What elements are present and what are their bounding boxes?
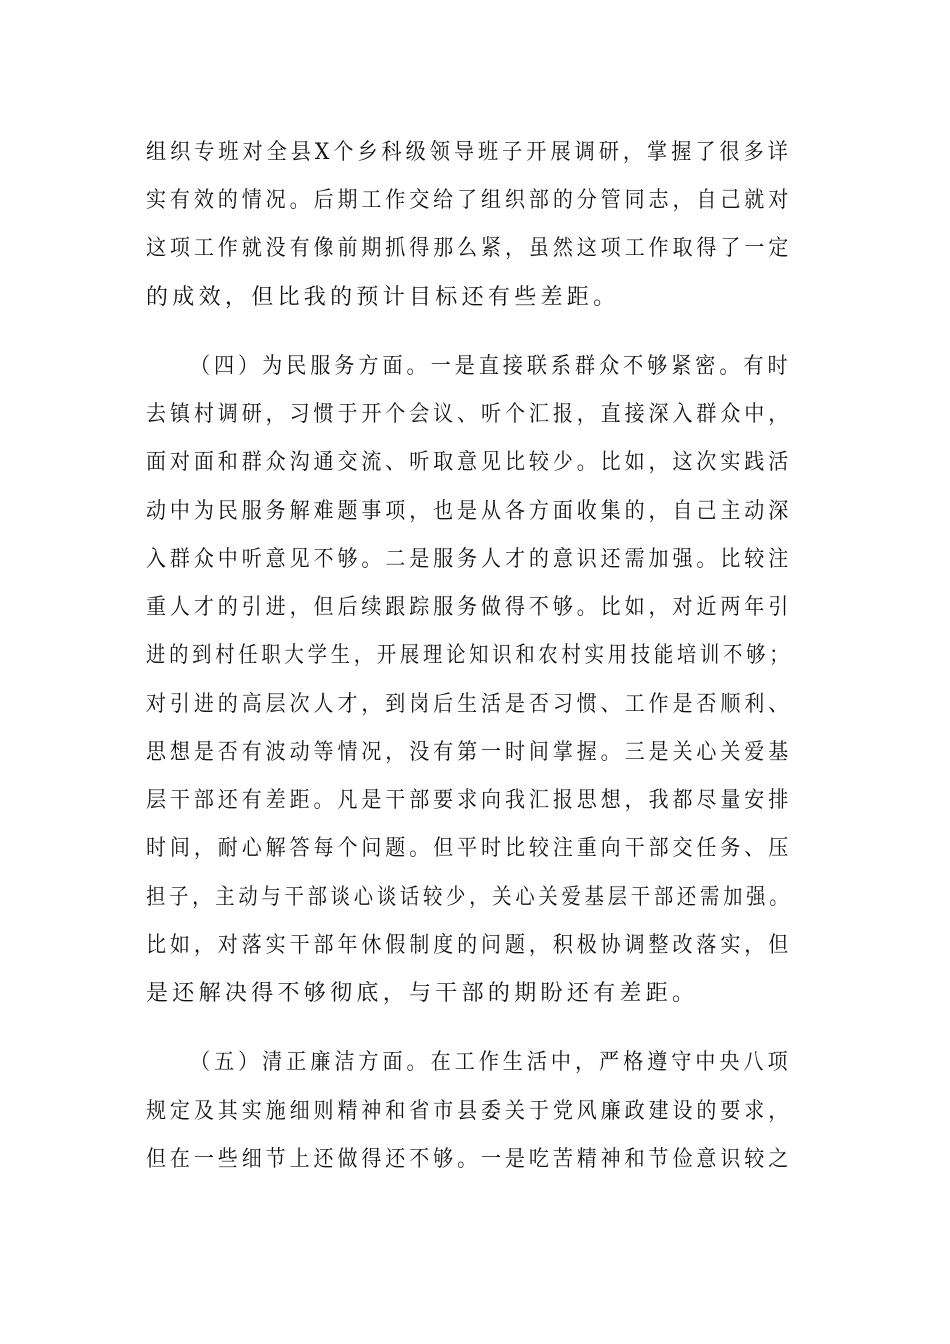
text-line: 入群众中听意见不够。二是服务人才的意识还需加强。比较注 bbox=[146, 547, 793, 572]
text-line: 进的到村任职大学生，开展理论知识和农村实用技能培训不够； bbox=[146, 643, 793, 668]
text-line: 重人才的引进，但后续跟踪服务做得不够。比如，对近两年引 bbox=[146, 595, 793, 620]
text-line: 比如，对落实干部年休假制度的问题，积极协调整改落实，但 bbox=[146, 933, 793, 958]
text-line: 规定及其实施细则精神和省市县委关于党风廉政建设的要求， bbox=[146, 1099, 793, 1124]
paragraph-heading-line: （五）清正廉洁方面。在工作生活中，严格遵守中央八项 bbox=[190, 1050, 792, 1075]
paragraph-heading-line: （四）为民服务方面。一是直接联系群众不够紧密。有时 bbox=[190, 354, 792, 379]
text-line: 但在一些细节上还做得还不够。一是吃苦精神和节俭意识较之 bbox=[146, 1147, 793, 1172]
text-line: 的成效，但比我的预计目标还有些差距。 bbox=[146, 285, 620, 310]
text-line: 面对面和群众沟通交流、听取意见比较少。比如，这次实践活 bbox=[146, 450, 793, 475]
text-line: 层干部还有差距。凡是干部要求向我汇报思想，我都尽量安排 bbox=[146, 788, 793, 813]
text-line: 实有效的情况。后期工作交给了组织部的分管同志，自己就对 bbox=[146, 188, 793, 213]
text-line: 对引进的高层次人才，到岗后生活是否习惯、工作是否顺利、 bbox=[146, 692, 793, 717]
text-line: 去镇村调研，习惯于开个会议、听个汇报，直接深入群众中， bbox=[146, 402, 793, 427]
text-line: 时间，耐心解答每个问题。但平时比较注重向干部交任务、压 bbox=[146, 836, 793, 861]
text-line: 担子，主动与干部谈心谈话较少，关心关爱基层干部还需加强。 bbox=[146, 885, 793, 910]
text-line: 是还解决得不够彻底，与干部的期盼还有差距。 bbox=[146, 981, 699, 1006]
text-line: 动中为民服务解难题事项，也是从各方面收集的，自己主动深 bbox=[146, 499, 793, 524]
text-line: 这项工作就没有像前期抓得那么紧，虽然这项工作取得了一定 bbox=[146, 236, 793, 261]
text-line: 组织专班对全县X个乡科级领导班子开展调研，掌握了很多详 bbox=[146, 140, 792, 165]
text-line: 思想是否有波动等情况，没有第一时间掌握。三是关心关爱基 bbox=[146, 740, 793, 765]
